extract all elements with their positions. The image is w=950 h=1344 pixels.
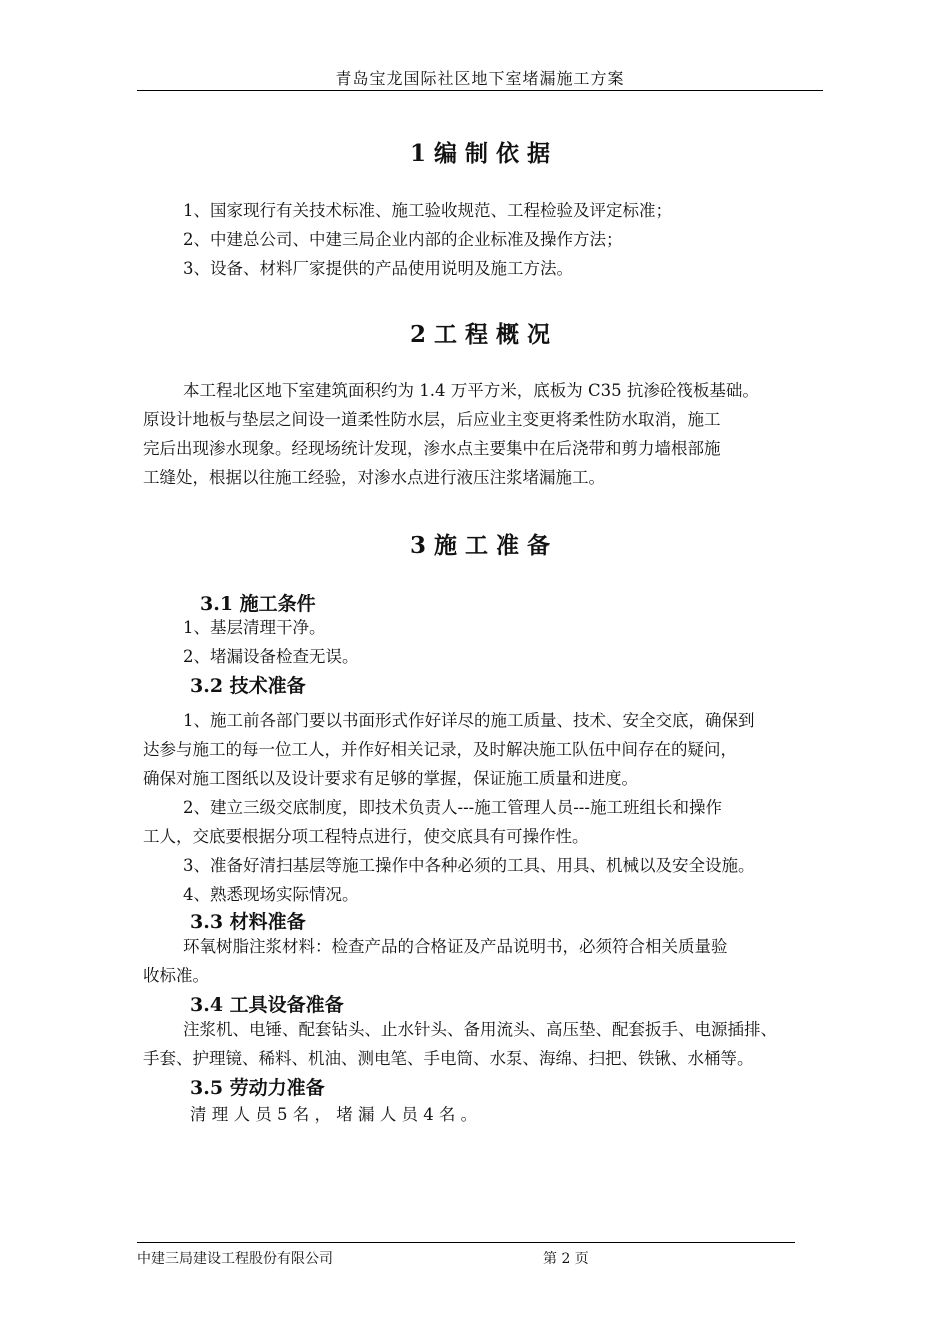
- list-item: 2、堵漏设备检查无误。: [183, 647, 359, 666]
- paragraph-line: 工缝处，根据以往施工经验，对渗水点进行液压注浆堵漏施工。: [143, 468, 605, 487]
- subsection-3-4-title: 3.4 工具设备准备: [190, 994, 344, 1016]
- list-item: 1、基层清理干净。: [183, 618, 326, 637]
- section-1-item: 3、设备、材料厂家提供的产品使用说明及施工方法。: [183, 259, 573, 278]
- paragraph-line: 清 理 人 员 5 名 ， 堵 漏 人 员 4 名 。: [190, 1105, 478, 1124]
- paragraph-line: 达参与施工的每一位工人，并作好相关记录，及时解决施工队伍中间存在的疑问，: [143, 740, 737, 759]
- paragraph-line: 手套、护理镜、稀料、机油、测电笔、手电筒、水泵、海绵、扫把、铁锹、水桶等。: [143, 1049, 754, 1068]
- section-1-item: 2、中建总公司、中建三局企业内部的企业标准及操作方法；: [183, 230, 623, 249]
- paragraph-line: 2、建立三级交底制度，即技术负责人---施工管理人员---施工班组长和操作: [183, 798, 722, 817]
- paragraph-line: 工人，交底要根据分项工程特点进行，使交底具有可操作性。: [143, 827, 589, 846]
- paragraph-line: 1、施工前各部门要以书面形式作好详尽的施工质量、技术、安全交底，确保到: [183, 711, 755, 730]
- section-1-item: 1、国家现行有关技术标准、施工验收规范、工程检验及评定标准；: [183, 201, 672, 220]
- subsection-3-1-title: 3.1 施工条件: [200, 593, 316, 615]
- paragraph-line: 本工程北区地下室建筑面积约为 1.4 万平方米，底板为 C35 抗渗砼筏板基础。: [183, 381, 759, 400]
- subsection-3-2-title: 3.2 技术准备: [190, 675, 306, 697]
- footer-divider: [137, 1242, 795, 1243]
- footer-page-number: 第 2 页: [543, 1251, 589, 1267]
- paragraph-line: 3、准备好清扫基层等施工操作中各种必须的工具、用具、机械以及安全设施。: [183, 856, 755, 875]
- paragraph-line: 注浆机、电锤、配套钻头、止水针头、备用流头、高压垫、配套扳手、电源插排、: [183, 1020, 777, 1039]
- paragraph-line: 原设计地板与垫层之间设一道柔性防水层，后应业主变更将柔性防水取消，施工: [143, 410, 721, 429]
- subsection-3-5-title: 3.5 劳动力准备: [190, 1077, 325, 1099]
- section-2-title: 2 工 程 概 况: [409, 321, 551, 348]
- paragraph-line: 环氧树脂注浆材料：检查产品的合格证及产品说明书，必须符合相关质量验: [183, 937, 728, 956]
- section-3-title: 3 施 工 准 备: [409, 532, 551, 559]
- paragraph-line: 确保对施工图纸以及设计要求有足够的掌握，保证施工质量和进度。: [143, 769, 638, 788]
- subsection-3-3-title: 3.3 材料准备: [190, 911, 306, 933]
- section-1-title: 1 编 制 依 据: [409, 140, 551, 167]
- footer-company: 中建三局建设工程股份有限公司: [137, 1251, 333, 1267]
- paragraph-line: 4、熟悉现场实际情况。: [183, 885, 359, 904]
- page-header-title: 青岛宝龙国际社区地下室堵漏施工方案: [335, 69, 625, 88]
- paragraph-line: 收标准。: [143, 966, 209, 985]
- header-divider: [137, 90, 823, 91]
- paragraph-line: 完后出现渗水现象。经现场统计发现，渗水点主要集中在后浇带和剪力墙根部施: [143, 439, 721, 458]
